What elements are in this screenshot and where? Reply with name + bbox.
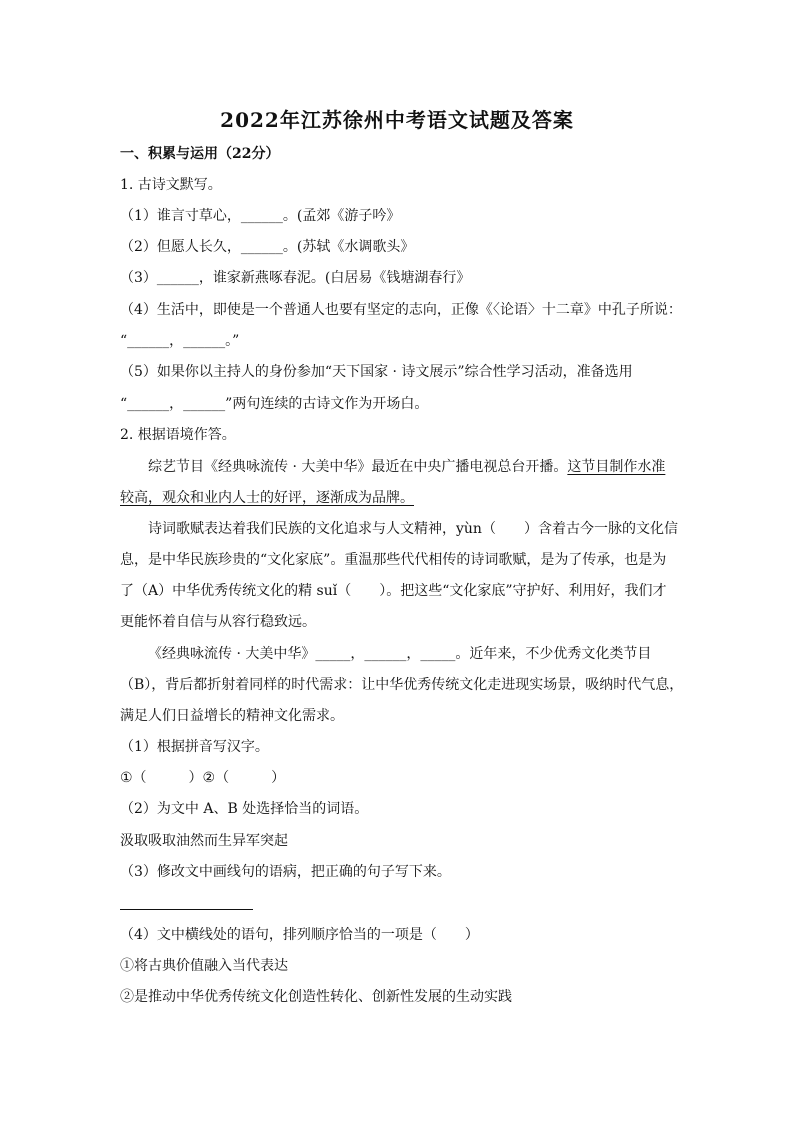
passage-paragraph-2-line-2: 息，是中华民族珍贵的“文化家底”。重温那些代代相传的诗词歌赋，是为了传承，也是为 <box>120 552 667 568</box>
question-1-item-5-cont: “______，______”两句连续的古诗文作为开场白。 <box>120 396 429 412</box>
underlined-sentence-cont: 较高，观众和业内人士的好评，逐渐成为品牌。 <box>120 490 414 506</box>
question-2-heading: 2. 根据语境作答。 <box>120 427 236 443</box>
question-1-item-2: （2）但愿人长久，______。(苏轼《水调歌头》 <box>120 239 415 255</box>
question-1-heading: 1. 古诗文默写。 <box>120 177 222 193</box>
passage-paragraph-2-line-3: 了（A）中华优秀传统文化的精 suǐ（ ）。把这些“文化家底”守护好、利用好，我们才 <box>120 583 667 599</box>
sub-question-2: （2）为文中 A、B 处选择恰当的词语。 <box>120 801 369 817</box>
sub-question-4: （4）文中横线处的语句，排列顺序恰当的一项是（ ） <box>120 927 479 943</box>
passage-paragraph-3-line-2: （B），背后都折射着同样的时代需求：让中华优秀传统文化走进现实场景，吸纳时代气息， <box>120 677 684 693</box>
passage-paragraph-3-line-1: 《经典咏流传 · 大美中华》_____，______，_____。近年来，不少优秀文化类节目 <box>148 646 652 662</box>
question-1-item-3: （3）______，谁家新燕啄春泥。(白居易《钱塘湖春行》 <box>120 270 471 286</box>
question-1-item-4: （4）生活中，即使是一个普通人也要有坚定的志向，正像《〈论语〉十二章》中孔子所说： <box>120 302 682 318</box>
sub-question-2-options: 汲取吸取油然而生异军突起 <box>120 833 288 849</box>
option-1: ①将古典价值融入当代表达 <box>120 958 288 974</box>
passage-paragraph-2-line-4: 更能怀着自信与从容行稳致远。 <box>120 614 316 630</box>
sub-question-1: （1）根据拼音写汉字。 <box>120 739 269 755</box>
question-1-item-4-blanks: “______，______。” <box>120 333 240 349</box>
question-1-item-5: （5）如果你以主持人的身份参加“天下国家 · 诗文展示”综合性学习活动，准备选用 <box>120 364 633 380</box>
sub-question-1-answer-slots: ①（ ）②（ ） <box>120 770 286 786</box>
underlined-sentence: 这节目制作水准 <box>567 459 666 475</box>
passage-paragraph-3-line-3: 满足人们日益增长的精神文化需求。 <box>120 708 344 724</box>
passage-paragraph-2-line-1: 诗词歌赋表达着我们民族的文化追求与人文精神，yùn（ ）含着古今一脉的文化信 <box>148 521 678 537</box>
answer-line <box>120 909 253 910</box>
option-2: ②是推动中华优秀传统文化创造性转化、创新性发展的生动实践 <box>120 989 512 1005</box>
sub-question-3: （3）修改文中画线句的语病，把正确的句子写下来。 <box>120 864 451 880</box>
question-1-item-1: （1）谁言寸草心，______。(孟郊《游子吟》 <box>120 208 401 224</box>
passage-paragraph-1-line-1 <box>148 456 665 478</box>
section-heading: 一、积累与运用（22分） <box>120 146 280 162</box>
page-title: 2022年江苏徐州中考语文试题及答案 <box>220 108 574 132</box>
passage-text: 综艺节目《经典咏流传 · 大美中华》最近在中央广播电视总台开播。 <box>148 459 568 475</box>
